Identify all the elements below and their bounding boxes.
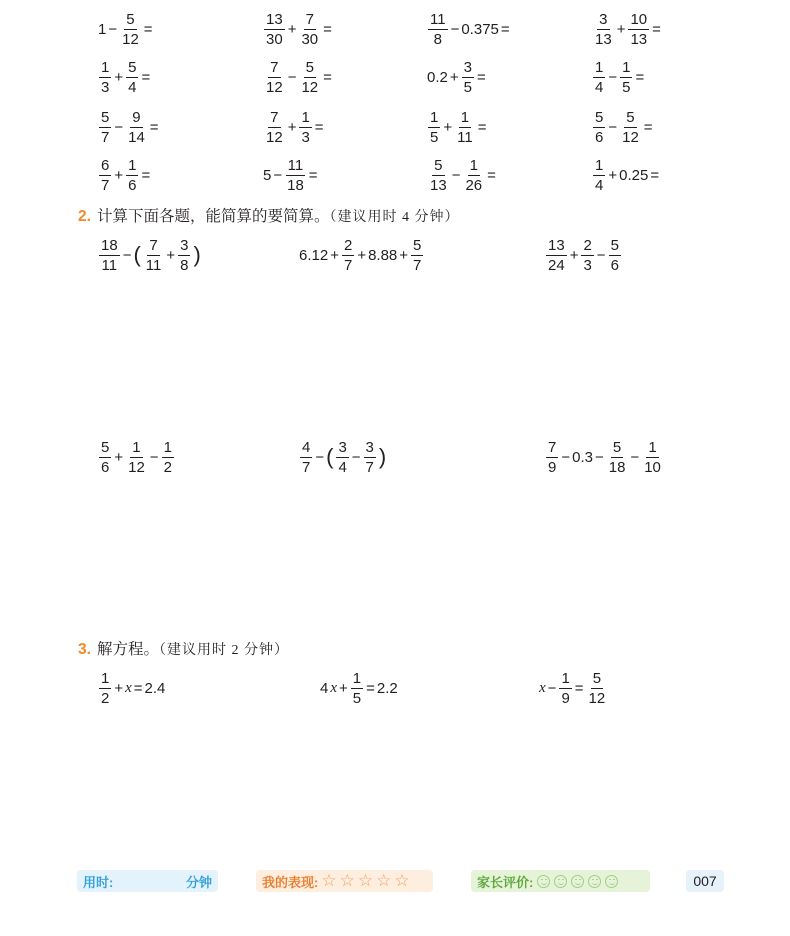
numerator: 1	[301, 109, 310, 126]
operator: −	[561, 449, 571, 466]
page-number: 007	[686, 870, 724, 892]
star-icon[interactable]: ☆	[321, 871, 337, 890]
denominator: 12	[588, 690, 606, 707]
section-number: 3.	[78, 641, 91, 658]
numerator: 7	[548, 439, 557, 456]
smiley-icon[interactable]	[571, 875, 584, 888]
operator: +	[443, 119, 453, 136]
denominator: 5	[622, 79, 631, 96]
time-box	[77, 870, 218, 892]
fraction	[144, 238, 164, 273]
denominator: 5	[430, 129, 439, 146]
term: 0.3	[572, 449, 593, 466]
denominator: 11	[145, 257, 162, 274]
fraction	[285, 158, 306, 193]
numerator: 1	[430, 109, 439, 126]
parenthesis: (	[133, 241, 141, 267]
star-icon[interactable]: ☆	[339, 871, 355, 890]
numerator: 7	[305, 11, 314, 28]
term: 0.375	[461, 21, 499, 38]
expression	[97, 60, 151, 95]
operator: −	[596, 247, 606, 264]
numerator: 13	[548, 237, 565, 254]
denominator: 5	[352, 690, 362, 707]
operator: =	[477, 119, 487, 136]
fraction	[99, 440, 111, 475]
denominator: 4	[128, 79, 137, 96]
operator: =	[141, 167, 151, 184]
fraction	[126, 110, 147, 145]
fraction	[546, 440, 558, 475]
expression	[97, 158, 151, 193]
expression	[262, 60, 333, 95]
fraction	[264, 12, 285, 47]
operator: +	[166, 247, 176, 264]
numerator: 6	[101, 157, 110, 174]
equation	[319, 671, 399, 706]
expression	[426, 158, 497, 193]
numerator: 5	[595, 109, 604, 126]
operator: +	[114, 167, 124, 184]
numerator: 18	[101, 237, 118, 254]
denominator: 13	[430, 177, 447, 194]
fraction	[581, 238, 593, 273]
denominator: 7	[302, 459, 311, 476]
parent-rating-label: 家长评价:	[477, 874, 534, 890]
smiley-group	[533, 875, 618, 888]
operator: +	[287, 21, 297, 38]
fraction	[628, 12, 649, 47]
denominator: 11	[101, 257, 118, 274]
denominator: 12	[266, 129, 283, 146]
expression	[97, 110, 160, 145]
operator: +	[330, 247, 339, 264]
denominator: 9	[561, 690, 570, 707]
fraction	[607, 440, 628, 475]
expression	[426, 12, 511, 47]
fraction	[559, 671, 571, 706]
term: 2.2	[376, 680, 398, 697]
denominator: 12	[128, 459, 145, 476]
expression	[591, 60, 645, 95]
operator: =	[143, 21, 153, 38]
fraction	[299, 12, 320, 47]
expression	[262, 110, 325, 145]
expression	[591, 110, 654, 145]
self-rating-label: 我的表现:	[262, 874, 319, 890]
denominator: 12	[266, 79, 283, 96]
operator: =	[635, 69, 645, 86]
parenthesis: )	[193, 241, 201, 267]
fraction	[299, 110, 311, 145]
operator: +	[616, 21, 626, 38]
operator: =	[323, 69, 332, 86]
denominator: 6	[595, 129, 604, 146]
numerator: 11	[287, 157, 304, 174]
denominator: 30	[266, 31, 283, 48]
term: 2.4	[144, 680, 166, 697]
term: 5	[263, 167, 272, 184]
smiley-icon[interactable]	[554, 875, 567, 888]
fraction	[299, 60, 320, 95]
denominator: 12	[301, 79, 319, 96]
numerator: 7	[270, 109, 279, 126]
denominator: 18	[608, 459, 626, 476]
fraction	[99, 158, 111, 193]
fraction	[99, 671, 111, 706]
fraction	[463, 158, 484, 193]
denominator: 2	[101, 690, 110, 707]
expression	[97, 12, 154, 47]
operator: +	[114, 69, 124, 86]
numerator: 5	[413, 237, 422, 254]
operator: +	[114, 680, 124, 697]
expression	[591, 12, 662, 47]
fraction	[300, 440, 312, 475]
expression	[262, 158, 319, 193]
operator: +	[287, 119, 297, 136]
numerator: 1	[460, 109, 470, 126]
fraction	[364, 440, 376, 475]
denominator: 18	[287, 177, 304, 194]
denominator: 7	[365, 459, 374, 476]
smiley-icon[interactable]	[588, 875, 601, 888]
parent-rating-box	[471, 870, 650, 892]
operator: =	[650, 167, 660, 184]
numerator: 4	[302, 439, 311, 456]
operator: −	[273, 167, 283, 184]
fraction	[587, 671, 608, 706]
term: 6.12	[299, 247, 329, 264]
operator: +	[339, 680, 348, 697]
numerator: 2	[583, 237, 592, 254]
numerator: 10	[630, 11, 648, 28]
numerator: 7	[270, 59, 279, 76]
numerator: 1	[352, 670, 362, 687]
fraction	[593, 60, 605, 95]
numerator: 5	[610, 237, 619, 254]
expression	[97, 238, 202, 273]
operator: −	[630, 449, 640, 466]
denominator: 7	[101, 129, 110, 146]
operator: +	[357, 247, 367, 264]
operator: −	[108, 21, 118, 38]
operator: −	[608, 119, 618, 136]
fraction	[342, 238, 354, 273]
numerator: 1	[469, 157, 478, 174]
fraction	[178, 238, 190, 273]
section-heading-3	[78, 637, 289, 659]
numerator: 2	[343, 237, 353, 254]
numerator: 5	[612, 439, 622, 456]
numerator: 9	[132, 109, 141, 126]
fraction	[264, 60, 285, 95]
fraction	[351, 671, 363, 706]
operator: −	[114, 119, 124, 136]
expression	[298, 238, 425, 273]
denominator: 8	[180, 257, 189, 274]
denominator: 8	[433, 31, 442, 48]
operator: −	[287, 69, 297, 86]
fraction	[428, 158, 449, 193]
denominator: 9	[548, 459, 557, 476]
equation	[538, 671, 609, 706]
expression	[544, 440, 665, 475]
denominator: 7	[413, 257, 422, 274]
operator: +	[608, 167, 618, 184]
operator: −	[351, 449, 361, 466]
star-icon[interactable]: ☆	[376, 871, 392, 890]
operator: =	[643, 119, 653, 136]
numerator: 3	[338, 439, 347, 456]
expression	[544, 238, 623, 273]
operator: =	[141, 69, 151, 86]
self-rating-box	[256, 870, 433, 892]
fraction	[264, 110, 285, 145]
fraction	[126, 158, 138, 193]
fraction	[336, 440, 348, 475]
parenthesis: )	[378, 443, 387, 469]
operator: +	[114, 449, 124, 466]
equation	[97, 671, 166, 706]
variable: x	[330, 680, 338, 696]
term: 1	[98, 21, 107, 38]
numerator: 5	[626, 109, 635, 126]
denominator: 5	[463, 79, 472, 96]
time-hint: （建议用时 2 分钟）	[158, 643, 289, 658]
term: 0.25	[619, 167, 649, 184]
section-heading-2	[78, 204, 459, 226]
fraction	[546, 238, 567, 273]
denominator: 3	[101, 79, 110, 96]
section-number: 2.	[78, 208, 91, 225]
denominator: 14	[128, 129, 145, 146]
denominator: 3	[301, 129, 310, 146]
fraction	[609, 238, 621, 273]
star-icon[interactable]: ☆	[394, 871, 410, 890]
numerator: 3	[599, 11, 608, 28]
numerator: 5	[592, 670, 602, 687]
denominator: 10	[644, 459, 661, 476]
numerator: 1	[622, 59, 631, 76]
fraction	[162, 440, 174, 475]
numerator: 1	[163, 439, 172, 456]
numerator: 3	[463, 59, 472, 76]
operator: −	[149, 449, 159, 466]
denominator: 24	[548, 257, 565, 274]
fraction	[99, 60, 111, 95]
fraction	[455, 110, 475, 145]
numerator: 1	[128, 157, 137, 174]
operator: =	[149, 119, 159, 136]
numerator: 13	[266, 11, 283, 28]
variable: x	[539, 680, 546, 696]
numerator: 3	[180, 237, 189, 254]
term: 0.2	[427, 69, 448, 86]
operator: =	[323, 21, 332, 38]
numerator: 5	[305, 59, 314, 76]
operator: +	[569, 247, 579, 264]
fraction	[120, 12, 141, 47]
denominator: 12	[622, 129, 639, 146]
operator: +	[399, 247, 409, 264]
term: 8.88	[368, 247, 398, 264]
denominator: 30	[301, 31, 319, 48]
denominator: 4	[338, 459, 347, 476]
operator: −	[594, 449, 604, 466]
denominator: 6	[610, 257, 619, 274]
denominator: 4	[595, 177, 604, 194]
fraction	[642, 440, 663, 475]
fraction	[620, 60, 632, 95]
numerator: 1	[648, 439, 657, 456]
smiley-icon[interactable]	[537, 875, 550, 888]
numerator: 1	[101, 59, 110, 76]
section-title: 解方程。	[96, 641, 159, 658]
term: 4	[320, 680, 329, 697]
fraction	[411, 238, 423, 273]
fraction	[126, 440, 147, 475]
fraction	[99, 110, 111, 145]
operator: +	[449, 69, 459, 86]
expression	[298, 440, 387, 475]
expression	[591, 158, 660, 193]
operator: −	[315, 449, 325, 466]
denominator: 3	[583, 257, 592, 274]
operator: −	[547, 680, 557, 697]
operator: =	[652, 21, 661, 38]
denominator: 13	[595, 31, 612, 48]
operator: −	[450, 21, 460, 38]
parenthesis: (	[326, 443, 334, 469]
numerator: 1	[132, 439, 141, 456]
numerator: 1	[595, 59, 604, 76]
numerator: 1	[561, 670, 570, 687]
numerator: 5	[434, 157, 443, 174]
fraction	[620, 110, 641, 145]
expression	[262, 12, 333, 47]
operator: =	[500, 21, 510, 38]
denominator: 7	[101, 177, 110, 194]
fraction	[593, 158, 605, 193]
denominator: 4	[595, 79, 604, 96]
operator: =	[308, 167, 318, 184]
fraction	[593, 110, 605, 145]
fraction	[99, 238, 120, 273]
numerator: 5	[126, 11, 135, 28]
fraction	[126, 60, 138, 95]
expression	[426, 110, 487, 145]
operator: =	[133, 680, 143, 697]
denominator: 13	[630, 31, 648, 48]
numerator: 5	[101, 439, 110, 456]
operator: −	[122, 247, 132, 264]
operator: =	[574, 680, 584, 697]
time-label: 用时:	[83, 874, 114, 890]
expression	[97, 440, 176, 475]
denominator: 12	[122, 31, 139, 48]
numerator: 1	[101, 670, 110, 687]
section-title: 计算下面各题，能简算的要简算。	[96, 208, 330, 225]
denominator: 26	[465, 177, 483, 194]
numerator: 11	[430, 11, 446, 28]
denominator: 6	[101, 459, 110, 476]
fraction	[428, 110, 440, 145]
operator: −	[451, 167, 461, 184]
time-unit: 分钟	[185, 874, 212, 890]
operator: =	[314, 119, 324, 136]
denominator: 7	[343, 257, 353, 274]
numerator: 3	[365, 439, 374, 456]
operator: −	[608, 69, 618, 86]
star-icon[interactable]: ☆	[357, 871, 374, 890]
numerator: 1	[595, 157, 604, 174]
expression	[426, 60, 487, 95]
numerator: 5	[128, 59, 137, 76]
fraction	[593, 12, 614, 47]
fraction	[428, 12, 448, 47]
variable: x	[125, 680, 132, 696]
numerator: 5	[101, 109, 110, 126]
denominator: 6	[128, 177, 137, 194]
smiley-icon[interactable]	[605, 875, 618, 888]
denominator: 11	[457, 129, 473, 146]
time-hint: （建议用时 4 分钟）	[329, 210, 460, 225]
operator: =	[476, 69, 486, 86]
operator: =	[487, 167, 496, 184]
numerator: 7	[149, 237, 158, 254]
fraction	[462, 60, 474, 95]
operator: =	[366, 680, 375, 697]
denominator: 2	[163, 459, 172, 476]
